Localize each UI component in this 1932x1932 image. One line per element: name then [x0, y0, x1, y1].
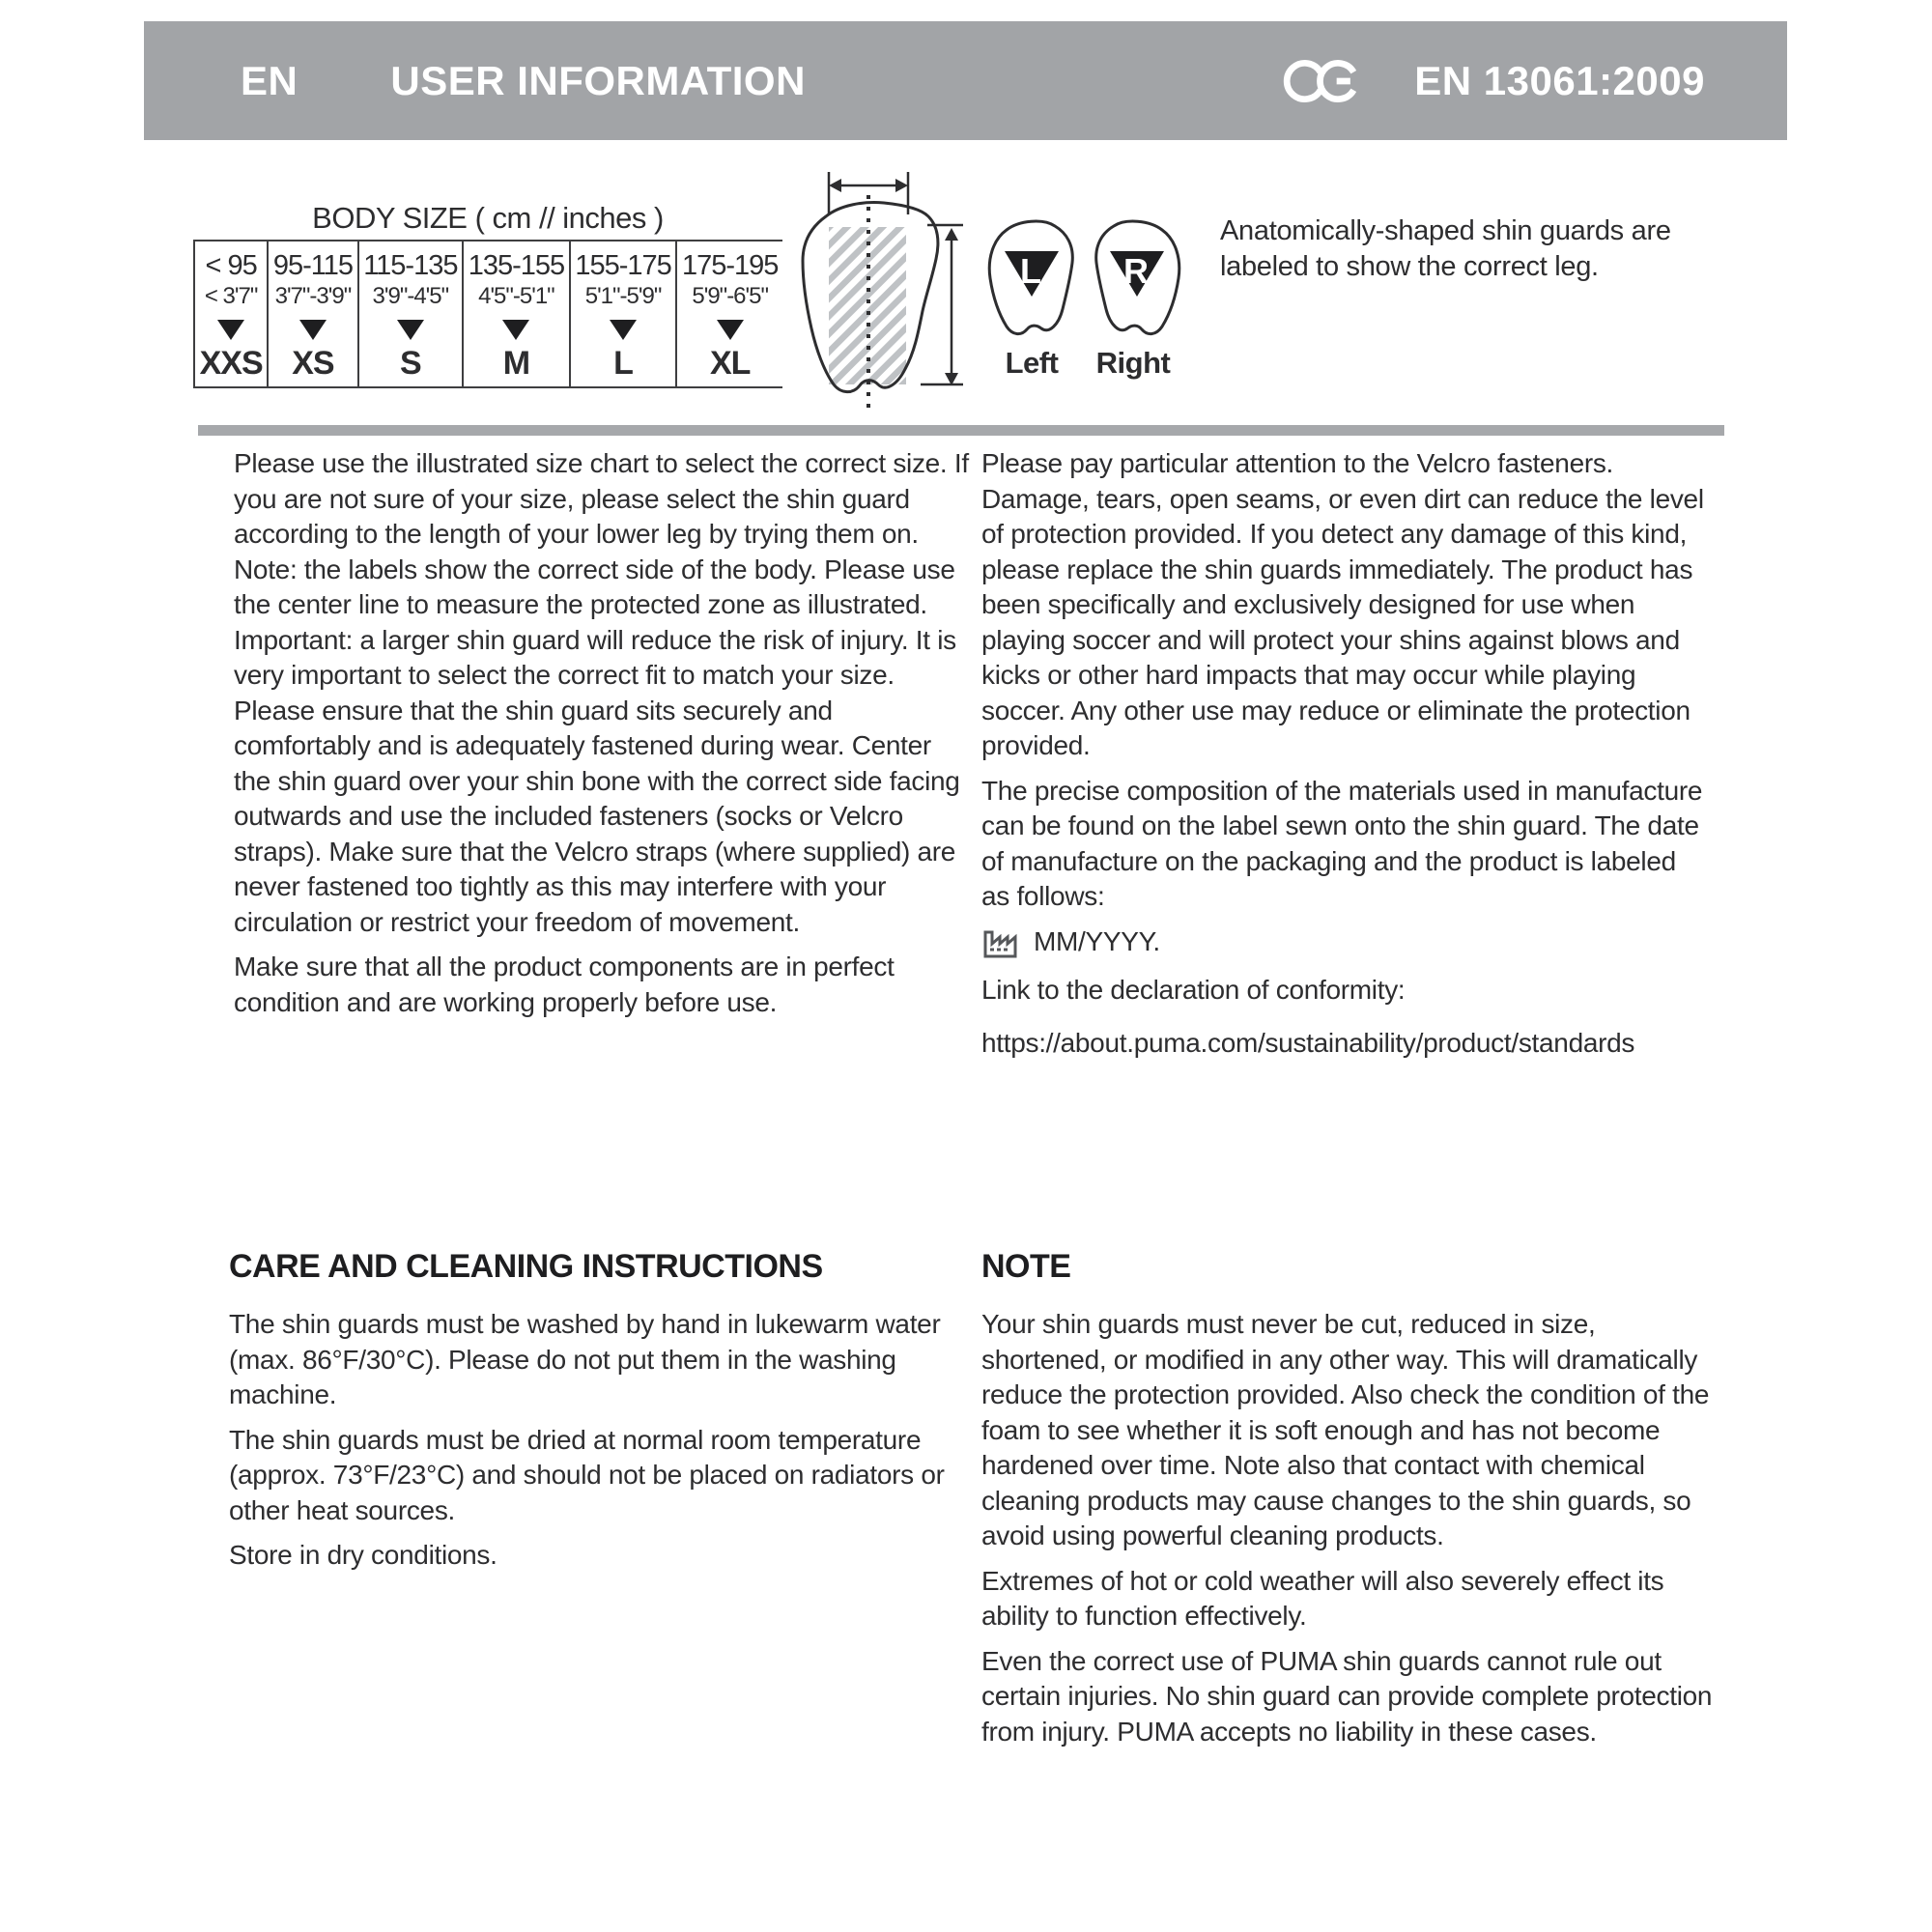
size-code: M	[502, 345, 530, 382]
size-chart-column	[193, 242, 267, 386]
cm-range: 135-155	[468, 250, 565, 281]
shin-guard-measure-diagram	[797, 166, 971, 419]
down-triangle-icon	[717, 320, 744, 340]
size-chart-column	[462, 242, 569, 386]
section-divider	[198, 425, 1724, 436]
size-chart-table	[193, 240, 782, 388]
inch-range: 3'7"-3'9"	[274, 283, 352, 309]
size-chart-column	[569, 242, 676, 386]
page-title: USER INFORMATION	[390, 57, 806, 103]
size-chart-title: BODY SIZE ( cm // inches )	[312, 201, 664, 235]
paragraph: The shin guards must be washed by hand in lukewarm water (max. 86°F/30°C). Please do not put them in the washing machine.	[229, 1309, 941, 1409]
inch-range: 5'9"-6'5"	[692, 283, 768, 309]
manufacture-date-line	[981, 924, 1704, 960]
intro-right-column	[981, 446, 1704, 1070]
note-section	[981, 1248, 1718, 1759]
down-triangle-icon	[299, 320, 327, 340]
paragraph: Make sure that all the product components are in perfect condition and are working properly before use.	[234, 952, 895, 1017]
down-triangle-icon	[502, 320, 529, 340]
cm-range: 95-115	[272, 250, 353, 281]
size-code: XS	[292, 345, 334, 382]
manufacture-date-format: MM/YYYY.	[1034, 925, 1160, 956]
paragraph: Please use the illustrated size chart to select the correct size. If you are not sure of your size, please select the shin guard according to the length of your lower leg by trying them on. Note: the labels show the correct side of the body. Please use the center line to measure the protected zone as illustrated. Important: a larger shin guard will reduce the risk of injury. It is very important to select the correct fit to match your size. Please ensure that the shin guard sits securely and comfortably and is adequately fastened during wear. Center the shin guard over your shin bone with the correct side facing outwards and use the included fasteners (socks or Velcro straps). Make sure that the Velcro straps (where supplied) are never fastened too tightly as this may interfere with your circulation or restrict your freedom of movement.	[234, 448, 969, 937]
down-triangle-icon	[217, 320, 244, 340]
cm-range: 155-175	[575, 250, 671, 281]
ce-mark-icon	[1279, 58, 1364, 104]
right-letter: R	[1123, 251, 1149, 291]
care-heading: CARE AND CLEANING INSTRUCTIONS	[229, 1248, 823, 1285]
left-shin-guard-icon	[985, 211, 1082, 342]
cm-range: < 95	[205, 250, 257, 281]
paragraph: Your shin guards must never be cut, reduced in size, shortened, or modified in any other way. This will dramatically reduce the protection provided. Also check the condition of the foam to see whether it is soft enough and has not become hardened over time. Note also that contact with chemical cleaning products may cause changes to the shin guards, so avoid using powerful cleaning products.	[981, 1309, 1710, 1550]
size-chart-column	[267, 242, 356, 386]
size-chart-column	[357, 242, 462, 386]
size-code: XL	[709, 345, 751, 382]
diagram-caption: Anatomically-shaped shin guards are labeled to show the correct leg.	[1220, 215, 1671, 282]
header-bar	[144, 21, 1787, 140]
left-letter: L	[1020, 251, 1041, 291]
down-triangle-icon	[397, 320, 424, 340]
inch-range: 4'5"-5'1"	[478, 283, 554, 309]
factory-icon	[981, 924, 1022, 959]
standard-number: EN 13061:2009	[1414, 57, 1705, 103]
size-code: L	[613, 345, 633, 382]
paragraph: The shin guards must be dried at normal room temperature (approx. 73°F/23°C) and should not be placed on radiators or other heat sources.	[229, 1424, 945, 1525]
paragraph: Extremes of hot or cold weather will also severely effect its ability to function effectively.	[981, 1565, 1664, 1631]
cm-range: 115-135	[363, 250, 458, 281]
care-section	[229, 1248, 965, 1583]
down-triangle-icon	[610, 320, 637, 340]
right-shin-guard-icon	[1087, 211, 1183, 342]
paragraph: Please pay particular attention to the Velcro fasteners. Damage, tears, open seams, or even dirt can reduce the level of protection provided. If you detect any damage of this kind, please replace the shin guards immediately. The product has been specifically and exclusively designed for use when playing soccer and will protect your shins against blows and kicks or other hard impacts that may occur while playing soccer. Any other use may reduce or eliminate the protection provided.	[981, 448, 1704, 760]
conformity-label: Link to the declaration of conformity:	[981, 975, 1406, 1005]
size-code: S	[400, 345, 421, 382]
size-chart-column	[675, 242, 782, 386]
paragraph: The precise composition of the materials used in manufacture can be found on the label sewn onto the shin guard. The date of manufacture on the packaging and the product is labeled as follows:	[981, 775, 1703, 911]
paragraph: Even the correct use of PUMA shin guards cannot rule out certain injuries. No shin guard can provide complete protection from injury. PUMA accepts no liability in these cases.	[981, 1645, 1713, 1747]
size-code: XXS	[199, 345, 263, 382]
inch-range: 5'1"-5'9"	[584, 283, 662, 309]
language-code: EN	[241, 57, 298, 103]
right-label: Right	[1095, 346, 1171, 380]
inch-range: 3'9"-4'5"	[372, 283, 449, 309]
paragraph: Store in dry conditions.	[229, 1540, 497, 1570]
note-heading: NOTE	[981, 1248, 1071, 1285]
intro-left-column	[234, 446, 970, 1030]
conformity-url-link[interactable]: https://about.puma.com/sustainability/product/standards	[981, 1027, 1635, 1058]
cm-range: 175-195	[681, 250, 779, 281]
inch-range: < 3'7"	[204, 283, 258, 309]
left-label: Left	[1005, 346, 1059, 380]
